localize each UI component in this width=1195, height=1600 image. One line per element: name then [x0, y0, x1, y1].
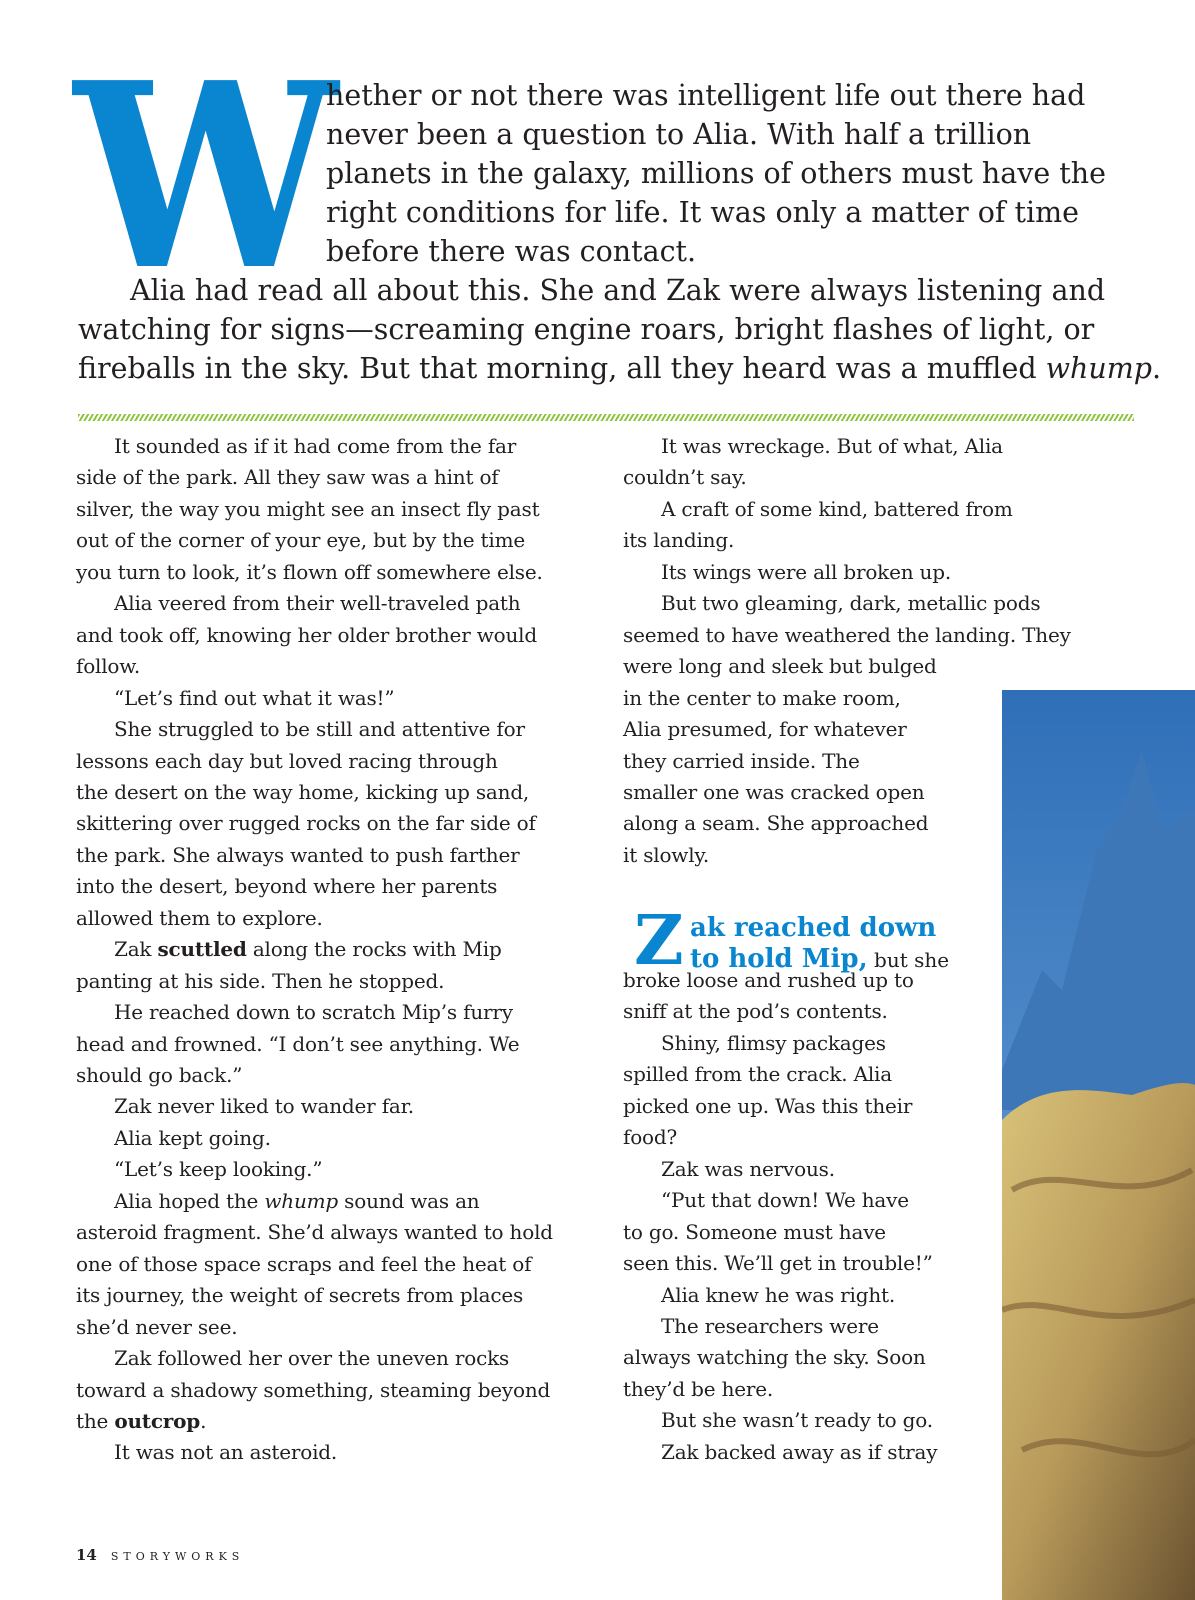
text-line — [623, 1249, 933, 1277]
text-segment: A craft of some kind, battered from — [661, 496, 1013, 521]
drop-cap: W — [74, 28, 332, 327]
text-line — [76, 621, 537, 649]
text-segment: But she wasn’t ready to go. — [661, 1408, 933, 1433]
text-segment: along the rocks with Mip — [246, 937, 502, 962]
text-line — [76, 463, 499, 491]
text-line — [76, 558, 543, 586]
text-segment: planets in the galaxy, millions of others must have the — [326, 157, 1106, 190]
text-segment: Alia kept going. — [114, 1125, 271, 1150]
text-line — [623, 1375, 773, 1403]
text-segment: “Let’s keep looking.” — [114, 1157, 323, 1182]
emphasis-text: whump — [1045, 352, 1153, 385]
text-segment: sound was an — [338, 1188, 480, 1213]
desert-mountain-illustration — [1002, 690, 1195, 1600]
text-segment: “Let’s find out what it was!” — [114, 685, 395, 710]
text-line — [661, 432, 1003, 460]
text-segment: fireballs in the sky. But that morning, all they heard was a muffled — [78, 352, 1046, 385]
text-line — [76, 1281, 523, 1309]
text-segment: into the desert, beyond where her parents — [76, 874, 498, 899]
text-segment: Zak was nervous. — [661, 1156, 835, 1181]
subhead-line-1: ak reached down — [690, 913, 937, 943]
text-line — [623, 747, 860, 775]
page-footer — [76, 1546, 244, 1564]
text-line — [76, 526, 525, 554]
text-line — [326, 156, 1106, 192]
text-segment: broke loose and rushed up to — [623, 968, 914, 992]
text-line — [114, 1155, 322, 1183]
text-segment: follow. — [76, 654, 140, 679]
text-line — [114, 589, 520, 617]
text-segment: But two gleaming, dark, metallic pods — [661, 591, 1041, 616]
text-line — [623, 1218, 886, 1246]
text-line — [623, 652, 937, 680]
text-segment: toward a shadowy something, steaming beyond — [76, 1377, 551, 1402]
text-line — [114, 935, 502, 963]
text-line — [661, 589, 1040, 617]
text-segment: Alia hoped the — [114, 1188, 265, 1213]
text-segment: Zak backed away as if stray — [661, 1439, 938, 1464]
text-segment: they carried inside. The — [623, 748, 860, 773]
text-segment: lessons each day but loved racing through — [76, 748, 498, 773]
text-line — [114, 998, 513, 1026]
text-segment: out of the corner of your eye, but by the time — [76, 528, 525, 553]
text-line — [76, 1061, 242, 1089]
text-line — [76, 652, 140, 680]
text-segment: should go back.” — [76, 1063, 243, 1087]
text-line — [661, 1312, 879, 1340]
text-segment: asteroid fragment. She’d always wanted to hold — [76, 1220, 553, 1245]
text-segment: one of those space scraps and feel the heat of — [76, 1251, 532, 1276]
text-segment: hether or not there was intelligent life out there had — [326, 79, 1086, 112]
text-segment: . — [200, 1408, 207, 1433]
text-line — [76, 495, 539, 523]
text-segment: to go. Someone must have — [623, 1219, 886, 1244]
text-line — [326, 78, 1085, 114]
text-segment: in the center to make room, — [623, 685, 901, 710]
text-line — [661, 1438, 937, 1466]
text-line — [76, 1250, 531, 1278]
text-line — [114, 1092, 414, 1120]
green-divider — [78, 414, 1134, 421]
text-segment: Zak followed her over the uneven rocks — [114, 1346, 510, 1371]
text-line — [76, 841, 519, 869]
text-segment: and took off, knowing her older brother would — [76, 622, 537, 647]
text-segment: Alia had read all about this. She and Zak were always listening and — [130, 274, 1106, 307]
text-line — [623, 778, 924, 806]
text-line — [76, 809, 536, 837]
text-line — [76, 1313, 237, 1341]
text-segment: the park. She always wanted to push farther — [76, 842, 520, 867]
text-segment: the desert on the way home, kicking up sand, — [76, 779, 530, 804]
text-segment: food? — [623, 1125, 678, 1150]
text-line — [114, 1438, 337, 1466]
text-line — [76, 872, 497, 900]
text-segment: She struggled to be still and attentive for — [114, 717, 525, 742]
text-line — [623, 809, 928, 837]
text-segment: sniff at the pod’s contents. — [623, 999, 888, 1024]
text-segment: along a seam. She approached — [623, 811, 929, 836]
text-segment: its journey, the weight of secrets from places — [76, 1283, 524, 1308]
text-segment: never been a question to Alia. With half a trillion — [326, 118, 1032, 151]
text-segment: its landing. — [623, 528, 735, 553]
text-segment: He reached down to scratch Mip’s furry — [114, 1000, 513, 1025]
text-line — [661, 1406, 933, 1434]
text-segment: head and frowned. “I don’t see anything. We — [76, 1031, 520, 1056]
text-line — [623, 1123, 677, 1151]
text-line — [661, 1155, 835, 1183]
text-line — [78, 312, 1094, 348]
text-segment: . — [1152, 352, 1162, 385]
text-segment: Alia presumed, for whatever — [623, 717, 907, 742]
text-segment: were long and sleek but bulged — [623, 654, 937, 679]
text-line — [326, 195, 1079, 231]
text-segment: always watching the sky. Soon — [623, 1345, 926, 1370]
text-line — [623, 463, 747, 491]
subhead-continuation: but she — [867, 948, 950, 972]
text-line — [661, 1186, 909, 1214]
text-line — [623, 841, 709, 869]
text-segment: seen this. We’ll get in trouble!” — [623, 1251, 933, 1276]
text-segment: the — [76, 1408, 115, 1433]
text-segment: allowed them to explore. — [76, 905, 323, 930]
text-segment: It was not an asteroid. — [114, 1440, 338, 1465]
text-line — [661, 495, 1013, 523]
text-segment: Its wings were all broken up. — [661, 559, 952, 584]
text-line — [114, 684, 394, 712]
text-segment: couldn’t say. — [623, 465, 747, 490]
text-line — [114, 1124, 271, 1152]
text-line — [114, 715, 525, 743]
text-segment: skittering over rugged rocks on the far side of — [76, 811, 536, 836]
text-line — [623, 1343, 926, 1371]
text-line — [76, 1218, 553, 1246]
text-segment: before there was contact. — [326, 235, 697, 268]
text-segment: It sounded as if it had come from the far — [114, 434, 517, 458]
text-segment: Zak — [114, 937, 158, 962]
text-segment: “Put that down! We have — [661, 1188, 909, 1213]
emphasis-text: whump — [264, 1188, 339, 1213]
text-line — [661, 558, 951, 586]
text-line — [76, 1407, 206, 1435]
text-segment: Alia veered from their well-traveled path — [114, 591, 521, 616]
text-segment: watching for signs—screaming engine roars, bright flashes of light, or — [78, 313, 1095, 346]
text-segment: spilled from the crack. Alia — [623, 1062, 892, 1087]
text-line — [114, 1187, 479, 1215]
text-line — [623, 997, 888, 1025]
page-number: 14 — [76, 1546, 97, 1564]
text-segment: smaller one was cracked open — [623, 779, 925, 804]
text-segment: Zak never liked to wander far. — [114, 1094, 414, 1119]
text-line — [623, 715, 907, 743]
text-line — [114, 1344, 509, 1372]
subhead-line-2 — [690, 944, 949, 975]
text-line — [114, 432, 516, 460]
text-line — [76, 747, 498, 775]
text-segment: side of the park. All they saw was a hint of — [76, 465, 499, 490]
text-segment: seemed to have weathered the landing. They — [623, 622, 1071, 647]
text-line — [623, 1060, 892, 1088]
text-segment: panting at his side. Then he stopped. — [76, 968, 445, 993]
text-segment: you turn to look, it’s flown off somewhere else. — [76, 559, 543, 584]
text-line — [130, 273, 1105, 309]
text-line — [623, 621, 1071, 649]
text-line — [78, 351, 1161, 387]
text-line — [326, 117, 1031, 153]
subhead-drop-cap: Z — [634, 901, 684, 981]
text-line — [76, 967, 444, 995]
vocab-word: scuttled — [157, 937, 247, 962]
text-line — [623, 526, 734, 554]
text-segment: it slowly. — [623, 842, 710, 867]
subhead-line-2-text: to hold Mip, — [690, 944, 868, 974]
text-segment: she’d never see. — [76, 1314, 238, 1339]
magazine-name: STORYWORKS — [110, 1550, 245, 1563]
text-line — [76, 778, 529, 806]
text-line — [623, 684, 901, 712]
text-segment: right conditions for life. It was only a matter of time — [326, 196, 1079, 229]
vocab-word: outcrop — [114, 1408, 201, 1433]
text-segment: Shiny, flimsy packages — [661, 1030, 886, 1055]
text-segment: picked one up. Was this their — [623, 1093, 913, 1118]
text-line — [76, 1030, 519, 1058]
text-line — [623, 1092, 912, 1120]
text-segment: they’d be here. — [623, 1376, 774, 1401]
text-line — [661, 1029, 886, 1057]
text-segment: Alia knew he was right. — [661, 1282, 896, 1307]
text-line — [76, 1376, 550, 1404]
text-segment: The researchers were — [661, 1313, 879, 1338]
text-line — [661, 1281, 895, 1309]
text-segment: It was wreckage. But of what, Alia — [661, 434, 1003, 458]
text-line — [326, 234, 696, 270]
text-segment: silver, the way you might see an insect fly past — [76, 496, 540, 521]
text-line — [76, 904, 323, 932]
